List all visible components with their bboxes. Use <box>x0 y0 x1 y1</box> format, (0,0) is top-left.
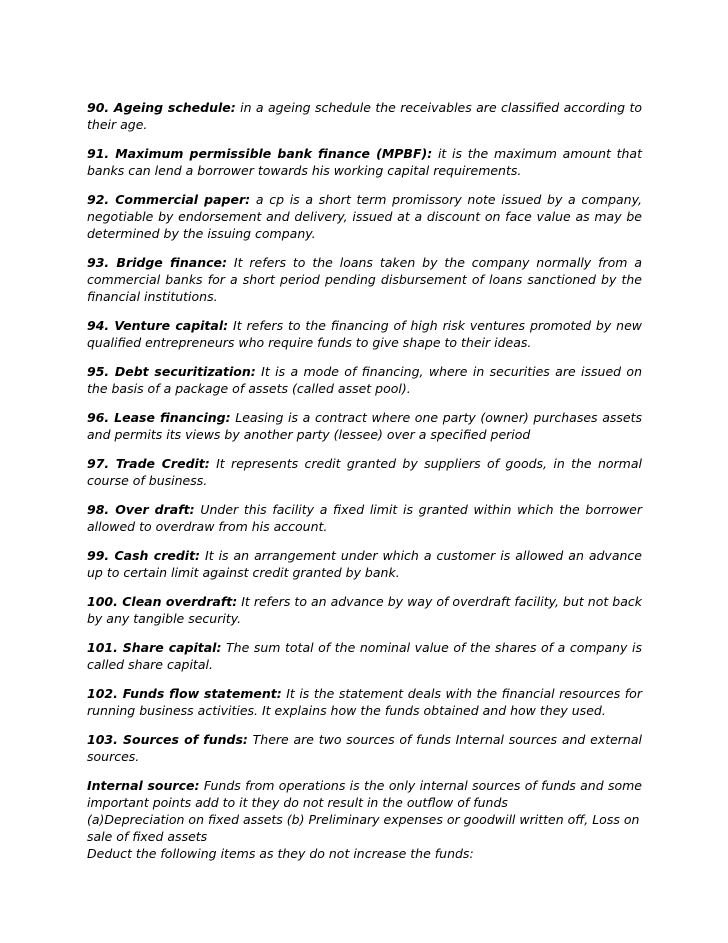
entry-term: 102. Funds flow statement: <box>87 686 282 701</box>
entry-text: It refers to an advance by way of overdraft facility, but not back by any tangible security. <box>87 594 642 626</box>
entry-term: 99. Cash credit: <box>87 548 201 563</box>
glossary-content <box>87 99 642 874</box>
entry-text: It is the statement deals with the financial resources for running business activities. It explains how the funds obtained and how they used. <box>87 686 642 718</box>
entry-94 <box>87 317 642 351</box>
entry-term: 90. Ageing schedule: <box>87 100 236 115</box>
entry-91 <box>87 145 642 179</box>
entry-text: Under this facility a fixed limit is granted within which the borrower allowed to overdraw from his account. <box>87 502 642 534</box>
entry-97 <box>87 455 642 489</box>
entry-102 <box>87 685 642 719</box>
entry-text: The sum total of the nominal value of the shares of a company is called share capital. <box>87 640 642 672</box>
internal-source-line-2: Deduct the following items as they do not increase the funds: <box>87 846 474 861</box>
entry-98 <box>87 501 642 535</box>
entry-text: It represents credit granted by suppliers of goods, in the normal course of business. <box>87 456 642 488</box>
entry-99 <box>87 547 642 581</box>
entry-text: It is a mode of financing, where in securities are issued on the basis of a package of assets (called asset pool). <box>87 364 643 396</box>
entry-term: 100. Clean overdraft: <box>87 594 238 609</box>
internal-source-line-1: (a)Depreciation on fixed assets (b) Preliminary expenses or goodwill written off, Loss on sale of fixed assets <box>87 812 640 844</box>
entry-92 <box>87 191 642 242</box>
entry-93 <box>87 254 642 305</box>
entry-text: a cp is a short term promissory note issued by a company, negotiable by endorsement and delivery, issued at a discount on face value as may be determined by the issuing company. <box>87 192 643 241</box>
entry-text: It refers to the loans taken by the company normally from a commercial banks for a short period pending disbursement of loans sanctioned by the financial institutions. <box>87 255 643 304</box>
entry-text: in a ageing schedule the receivables are classified according to their age. <box>87 100 642 132</box>
entry-term: 97. Trade Credit: <box>87 456 210 471</box>
entry-term: 103. Sources of funds: <box>87 732 248 747</box>
internal-source-block <box>87 777 642 862</box>
entry-text: It refers to the financing of high risk ventures promoted by new qualified entrepreneurs who require funds to give shape to their ideas. <box>87 318 642 350</box>
internal-source-text: Funds from operations is the only internal sources of funds and some important points add to it they do not result in the outflow of funds <box>87 778 642 810</box>
entry-term: 92. Commercial paper: <box>87 192 251 207</box>
entry-text: There are two sources of funds Internal sources and external sources. <box>87 732 642 764</box>
entry-95 <box>87 363 642 397</box>
entry-90 <box>87 99 642 133</box>
entry-term: 94. Venture capital: <box>87 318 229 333</box>
entry-96 <box>87 409 642 443</box>
entry-100 <box>87 593 642 627</box>
entry-term: 91. Maximum permissible bank finance (MPBF): <box>87 146 433 161</box>
entry-term: 95. Debt securitization: <box>87 364 256 379</box>
entry-text: it is the maximum amount that banks can lend a borrower towards his working capital requirements. <box>87 146 642 178</box>
entry-101 <box>87 639 642 673</box>
entry-103 <box>87 731 642 765</box>
entry-term: 93. Bridge finance: <box>87 255 228 270</box>
entry-term: 96. Lease financing: <box>87 410 231 425</box>
internal-source-term: Internal source: <box>87 778 200 793</box>
entry-term: 98. Over draft: <box>87 502 195 517</box>
entry-text: It is an arrangement under which a customer is allowed an advance up to certain limit against credit granted by bank. <box>87 548 642 580</box>
entry-text: Leasing is a contract where one party (owner) purchases assets and permits its views by another party (lessee) over a specified period <box>87 410 642 442</box>
entry-term: 101. Share capital: <box>87 640 222 655</box>
